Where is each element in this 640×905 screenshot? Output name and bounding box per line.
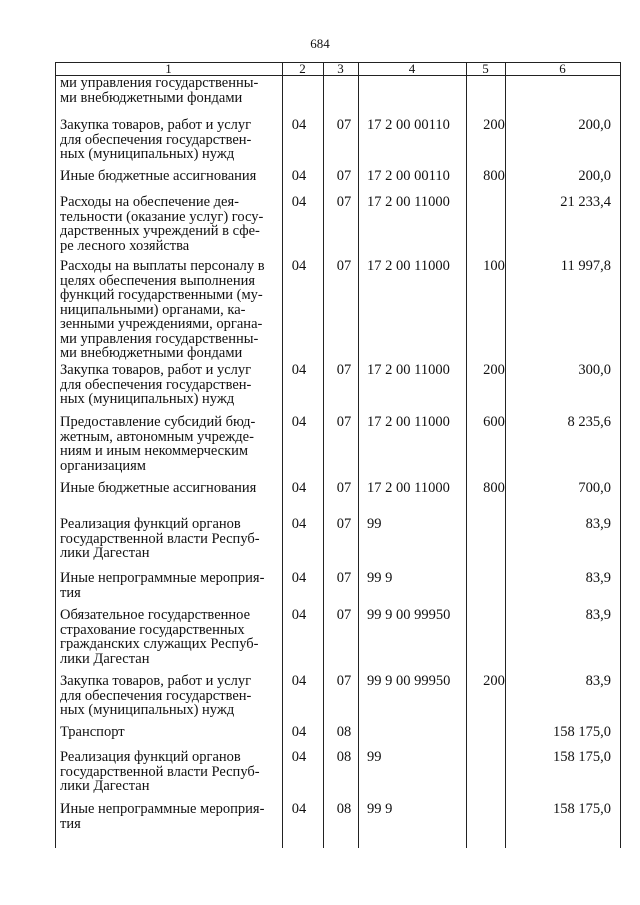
section-code: 04 [291, 673, 307, 689]
section-code: 04 [291, 607, 307, 623]
row-name-line: зенными учреждениями, органа- [60, 316, 263, 332]
amount: 300,0 [578, 362, 611, 378]
column-rule-2 [323, 62, 324, 848]
row-name-line: лики Дагестан [60, 650, 150, 667]
row-name-line: ных (муниципальных) нужд [60, 391, 235, 407]
row-name-line: Закупка товаров, работ и услуг [60, 117, 252, 133]
target-article-code: 99 9 [367, 801, 393, 817]
row-name-line: дарственных учреждений в сфе- [60, 223, 260, 239]
target-article-code: 99 9 [367, 570, 393, 586]
amount: 11 997,8 [560, 258, 611, 274]
expense-type-code: 800 [483, 168, 505, 184]
row-name [60, 118, 278, 162]
section-code: 04 [291, 516, 307, 532]
row-name [60, 363, 278, 407]
header-col-3: 3 [337, 61, 344, 76]
amount: 158 175,0 [553, 801, 611, 817]
row-name [60, 750, 278, 794]
section-code: 04 [291, 117, 307, 133]
amount: 158 175,0 [553, 749, 611, 765]
section-code: 04 [291, 258, 307, 274]
subsection-code: 07 [336, 607, 352, 623]
row-name-line: Иные непрограммные мероприя- [60, 570, 265, 586]
section-code: 04 [291, 194, 307, 210]
amount: 8 235,6 [567, 414, 611, 430]
expense-type-code: 100 [483, 258, 505, 274]
target-article-code: 99 9 00 99950 [367, 673, 451, 689]
subsection-code: 07 [336, 480, 352, 496]
row-name-line: для обеспечения государствен- [60, 131, 252, 148]
subsection-code: 07 [336, 570, 352, 586]
row-name-line: для обеспечения государствен- [60, 687, 252, 704]
expense-type-code: 200 [483, 362, 505, 378]
section-code: 04 [291, 414, 307, 430]
row-name-line: лики Дагестан [60, 545, 150, 561]
expense-type-code: 200 [483, 117, 505, 133]
expense-type-code: 200 [483, 673, 505, 689]
row-name-line: ре лесного хозяйства [60, 237, 190, 254]
subsection-code: 07 [336, 194, 352, 210]
column-rule-right [620, 62, 621, 848]
row-name-line: ми управления государственны- [60, 330, 259, 347]
subsection-code: 08 [336, 801, 352, 817]
section-code: 04 [291, 801, 307, 817]
row-name [60, 571, 278, 600]
row-name [60, 481, 278, 496]
amount: 200,0 [578, 168, 611, 184]
row-name [60, 608, 278, 666]
row-name [60, 725, 278, 740]
target-article-code: 99 9 00 99950 [367, 607, 451, 623]
row-name [60, 415, 278, 473]
row-name [60, 674, 278, 718]
amount: 83,9 [585, 570, 611, 586]
row-name-line: Иные непрограммные мероприя- [60, 801, 265, 817]
budget-table [55, 62, 621, 848]
row-name-line: целях обеспечения выполнения [60, 272, 256, 289]
row-name-line: ми внебюджетными фондами [60, 345, 243, 361]
column-rule-3 [358, 62, 359, 848]
subsection-code: 07 [336, 362, 352, 378]
row-name-line: тия [60, 815, 81, 832]
row-name-line: функций государственными (му- [60, 287, 263, 303]
subsection-code: 07 [336, 258, 352, 274]
row-name [60, 259, 278, 361]
subsection-code: 08 [336, 749, 352, 765]
row-name-line: гражданских служащих Респуб- [60, 636, 259, 652]
row-name-line: тельности (оказание услуг) госу- [60, 208, 264, 225]
row-name-line: ных (муниципальных) нужд [60, 702, 235, 718]
amount: 83,9 [585, 673, 611, 689]
target-article-code: 17 2 00 11000 [367, 194, 450, 210]
row-name [60, 76, 278, 105]
row-name-line: жетным, автономным учрежде- [60, 428, 254, 445]
row-name [60, 517, 278, 561]
header-col-4: 4 [408, 61, 416, 76]
row-name-line: страхование государственных [60, 621, 245, 638]
subsection-code: 07 [336, 168, 352, 184]
amount: 83,9 [585, 516, 611, 532]
row-name-line: Иные бюджетные ассигнования [60, 168, 257, 184]
section-code: 04 [291, 362, 307, 378]
target-article-code: 17 2 00 11000 [367, 258, 450, 274]
section-code: 04 [291, 168, 307, 184]
row-name-line: государственной власти Респуб- [60, 530, 260, 547]
target-article-code: 17 2 00 00110 [367, 168, 450, 184]
amount: 700,0 [578, 480, 611, 496]
row-name-line: ми внебюджетными фондами [60, 89, 243, 106]
target-article-code: 99 [367, 516, 382, 532]
row-name-line: Предоставление субсидий бюд- [60, 414, 256, 430]
header-col-1: 1 [165, 61, 172, 76]
row-name-line: для обеспечения государствен- [60, 376, 252, 393]
section-code: 04 [291, 570, 307, 586]
amount: 200,0 [578, 117, 611, 133]
row-name-line: ниципальными) органами, ка- [60, 301, 246, 318]
header-col-6: 6 [559, 61, 566, 76]
target-article-code: 17 2 00 11000 [367, 362, 450, 378]
row-name-line: Расходы на обеспечение дея- [60, 194, 239, 210]
section-code: 04 [291, 480, 307, 496]
row-name-line: Закупка товаров, работ и услуг [60, 362, 252, 378]
section-code: 04 [291, 749, 307, 765]
header-col-2: 2 [299, 61, 306, 76]
subsection-code: 07 [336, 117, 352, 133]
row-name [60, 195, 278, 253]
row-name-line: Реализация функций органов [60, 516, 241, 532]
target-article-code: 99 [367, 749, 382, 765]
row-name-line: ных (муниципальных) нужд [60, 146, 235, 162]
page-number: 684 [310, 36, 330, 51]
row-name [60, 802, 278, 831]
amount: 83,9 [585, 607, 611, 623]
row-name-line: Иные бюджетные ассигнования [60, 480, 257, 496]
row-name-line: Обязательное государственное [60, 607, 251, 623]
target-article-code: 17 2 00 00110 [367, 117, 450, 133]
row-name-line: Расходы на выплаты персоналу в [60, 258, 265, 274]
expense-type-code: 800 [483, 480, 505, 496]
row-name-line: Реализация функций органов [60, 749, 241, 765]
amount: 21 233,4 [560, 194, 611, 210]
header-col-5: 5 [482, 61, 489, 76]
subsection-code: 07 [336, 414, 352, 430]
row-name-line: Закупка товаров, работ и услуг [60, 673, 252, 689]
row-name-line: организациям [60, 457, 146, 474]
row-name-line: государственной власти Респуб- [60, 763, 260, 780]
section-code: 04 [291, 724, 307, 740]
row-name-line: ми управления государственны- [60, 75, 259, 91]
row-name-line: лики Дагестан [60, 778, 150, 794]
subsection-code: 07 [336, 673, 352, 689]
expense-type-code: 600 [483, 414, 505, 430]
amount: 158 175,0 [553, 724, 611, 740]
row-name-line: ниям и иным некоммерческим [60, 443, 249, 459]
subsection-code: 08 [336, 724, 352, 740]
row-name-line: тия [60, 584, 81, 601]
row-name [60, 169, 278, 184]
column-rule-left [55, 62, 56, 848]
row-name-line: Транспорт [60, 724, 125, 740]
target-article-code: 17 2 00 11000 [367, 480, 450, 496]
target-article-code: 17 2 00 11000 [367, 414, 450, 430]
subsection-code: 07 [336, 516, 352, 532]
